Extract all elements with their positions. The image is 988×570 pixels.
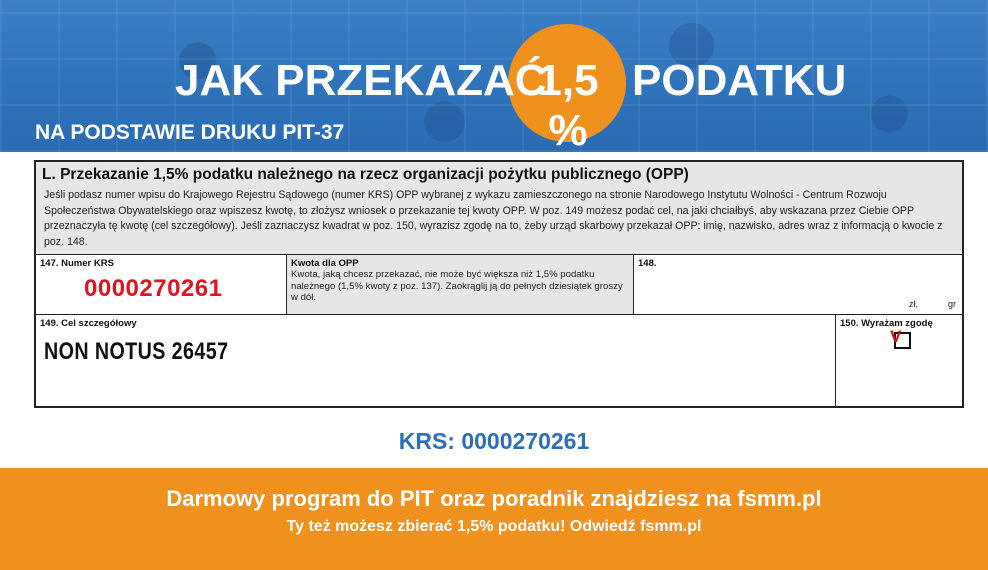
header-banner [0, 0, 988, 152]
krs-value: 0000270261 [84, 275, 223, 302]
cel-field[interactable] [36, 315, 836, 406]
krs-number-line: KRS: 0000270261 [398, 428, 590, 454]
kwota-info [287, 255, 634, 314]
form-row-amounts [36, 255, 962, 315]
title-percent: 1,5 % [537, 56, 599, 152]
title-left: JAK PRZEKAZAĆ [175, 56, 547, 105]
gr-unit: gr [948, 299, 957, 309]
pit-form-section-l [34, 160, 964, 408]
form-row-purpose [36, 315, 962, 406]
section-title: L. Przekazanie 1,5% podatku należnego na rzecz organizacji pożytku publicznego (OPP) [42, 166, 689, 183]
krs-label: 147. Numer KRS [40, 258, 114, 269]
footer-line-1: Darmowy program do PIT oraz poradnik znajdziesz na fsmm.pl [166, 486, 822, 511]
zgoda-label: 150. Wyrażam zgodę [840, 318, 933, 329]
zl-unit: zł, [909, 299, 918, 309]
kwota-description: Kwota, jaką chcesz przekazać, nie może być większa niż 1,5% podatku należnego (1,5% kwoty z poz. 137). Zaokrąglij ją do pełnych dziesiątek groszy w dół. [291, 269, 623, 303]
cel-value: NON NOTUS 26457 [44, 338, 229, 365]
amount-field-148[interactable] [634, 255, 962, 314]
section-header [36, 162, 962, 255]
subtitle: NA PODSTAWIE DRUKU PIT-37 [35, 121, 345, 144]
pos148-label: 148. [638, 258, 657, 269]
section-description: Jeśli podasz numer wpisu do Krajowego Rejestru Sądowego (numer KRS) OPP wybranej z wykazu zamieszczonego na stronie Narodowego Instytutu Wolności - Centrum Rozwoju Społeczeństwa Obywatelskiego oraz wpiszesz kwotę, to złożysz wniosek o przekazanie tej kwoty OPP. W poz. 149 możesz podać cel, na jaki chciałbyś, aby wskazana przez Ciebie OPP przeznaczyła tę kwotę (cel szczegółowy). Jeśli zaznaczysz kwadrat w poz. 150, wyrazisz zgodę na to, żeby urząd skarbowy przekazał OPP: imię, nazwisko, adres wraz z informacją o kwocie z poz. 148. [44, 189, 943, 248]
zgoda-field [836, 315, 962, 406]
footer-line-2: Ty też możesz zbierać 1,5% podatku! Odwiedź fsmm.pl [286, 518, 702, 535]
title-right: PODATKU [632, 56, 847, 105]
checkmark-icon: V [890, 327, 902, 346]
cel-label: 149. Cel szczegółowy [40, 318, 137, 329]
kwota-label: Kwota dla OPP [291, 258, 359, 269]
footer-banner [0, 468, 988, 570]
krs-field[interactable] [36, 255, 287, 314]
